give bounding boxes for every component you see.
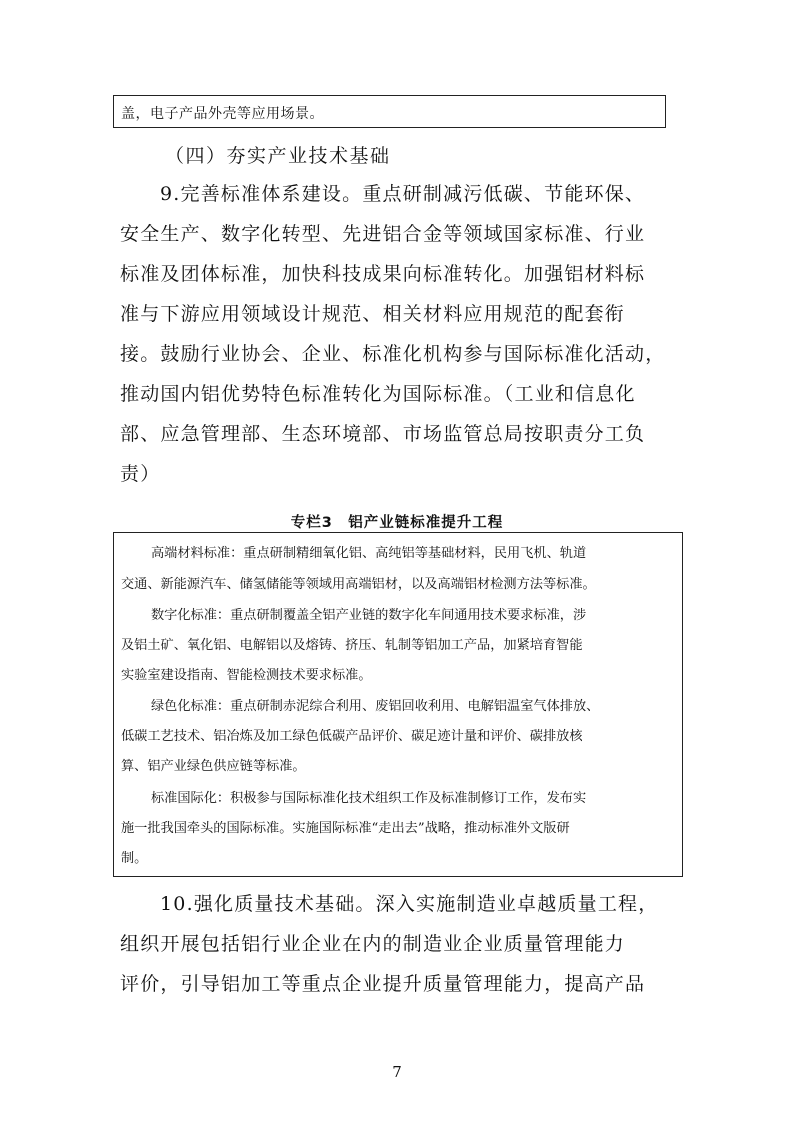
feature-box-line: 低碳工艺技术、铝冶炼及加工绿色低碳产品评价、碳足迹计量和评价、碳排放核 [121,729,583,744]
para9-line: 安全生产、数字化转型、先进铝合金等领域国家标准、行业 [120,223,646,245]
para9-line: 推动国内铝优势特色标准转化为国际标准。（工业和信息化 [120,383,636,405]
feature-box-line: 算、铝产业绿色供应链等标准。 [121,759,306,774]
feature-box-line: 高端材料标准：重点研制精细氧化铝、高纯铝等基础材料，民用飞机、轨道 [151,546,587,561]
feature-box-line: 标准国际化：积极参与国际标准化技术组织工作及标准制修订工作，发布实 [151,791,587,806]
para9-line: 部、应急管理部、生态环境部、市场监管总局按职责分工负 [120,423,646,445]
feature-box-line: 实验室建设指南、智能检测技术要求标准。 [121,668,372,683]
para9-line: 责） [120,463,161,485]
feature-box-line: 制。 [121,851,148,866]
page-number: 7 [392,1063,402,1081]
feature-box-line: 交通、新能源汽车、储氢储能等领域用高端铝材，以及高端铝材检测方法等标准。 [121,577,596,592]
feature-box-line: 绿色化标准：重点研制赤泥综合利用、废铝回收利用、电解铝温室气体排放、 [151,699,600,714]
para10-line: 10.强化质量技术基础。深入实施制造业卓越质量工程， [160,893,659,915]
continued-text-box [113,95,666,128]
continued-box-line: 盖，电子产品外壳等应用场景。 [121,106,324,122]
para9-line: 标准及团体标准，加快科技成果向标准转化。加强铝材料标 [120,263,646,285]
section-heading: （四）夯实产业技术基础 [165,145,391,167]
feature-box-line: 及铝土矿、氧化铝、电解铝以及熔铸、挤压、轧制等铝加工产品，加紧培育智能 [121,638,583,653]
para9-line: 接。鼓励行业协会、企业、标准化机构参与国际标准化活动， [120,343,666,365]
para10-line: 组织开展包括铝行业企业在内的制造业企业质量管理能力 [120,933,626,955]
feature-box [113,532,683,877]
feature-box-line: 施一批我国牵头的国际标准。实施国际标准“走出去”战略，推动标准外文版研 [121,821,570,836]
para9-line: 9.完善标准体系建设。重点研制减污低碳、节能环保、 [160,183,646,205]
feature-box-title: 专栏3 铝产业链标准提升工程 [290,515,504,531]
feature-box-line: 数字化标准：重点研制覆盖全铝产业链的数字化车间通用技术要求标准，涉 [151,608,587,623]
para10-line: 评价，引导铝加工等重点企业提升质量管理能力，提高产品 [120,973,646,995]
para9-line: 准与下游应用领域设计规范、相关材料应用规范的配套衔 [120,303,626,325]
